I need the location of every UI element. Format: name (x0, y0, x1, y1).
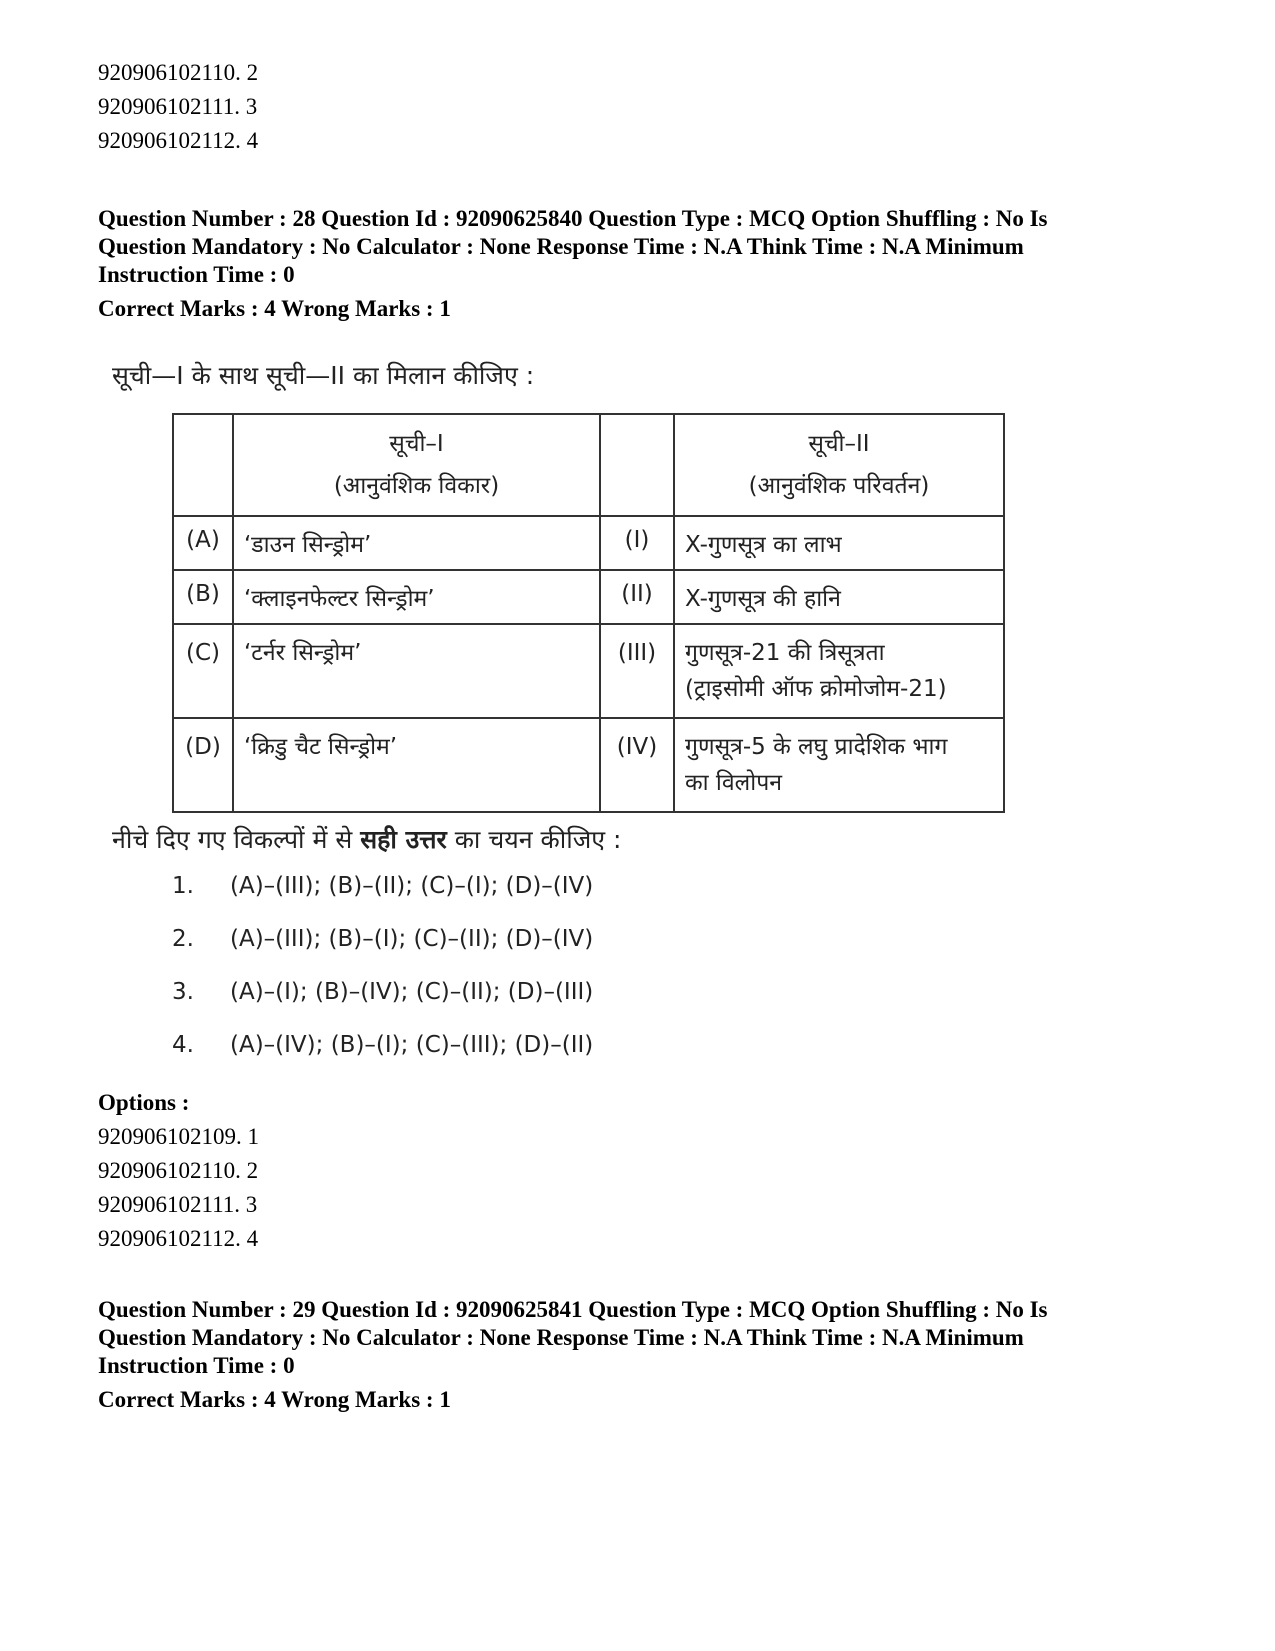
row-change-line1: X-गुणसूत्र का लाभ (685, 532, 842, 558)
choice-number: 1. (172, 873, 194, 899)
row-disorder: ‘टर्नर सिन्ड्रोम’ (233, 624, 600, 718)
q28-header (98, 205, 1188, 289)
q29-header-line3: Instruction Time : 0 (98, 1353, 295, 1378)
choice-text: (A)–(III); (B)–(I); (C)–(II); (D)–(IV) (230, 926, 594, 952)
q28-header-line1: Question Number : 28 Question Id : 92090625840 Question Type : MCQ Option Shuffling : No Is (98, 206, 1048, 231)
choice-2 (172, 926, 593, 952)
header-blank-2 (600, 414, 674, 516)
option-4: 920906102112. 4 (98, 1226, 259, 1251)
prev-option-4: 920906102112. 4 (98, 128, 259, 153)
row-change-line2: का विलोपन (685, 770, 783, 796)
row-change-line1: गुणसूत्र-21 की त्रिसूत्रता (685, 640, 885, 666)
q28-marks: Correct Marks : 4 Wrong Marks : 1 (98, 296, 451, 321)
choice-text: (A)–(IV); (B)–(I); (C)–(III); (D)–(II) (230, 1032, 594, 1058)
list2-subtitle: (आनुवंशिक परिवर्तन) (748, 473, 930, 499)
table-row (173, 624, 1004, 718)
choice-3 (172, 979, 593, 1005)
choice-number: 3. (172, 979, 194, 1005)
list1-header (233, 414, 600, 516)
row-numeral: (IV) (600, 718, 674, 812)
q28-instruction (112, 822, 621, 856)
row-key: (C) (173, 624, 233, 718)
row-change (674, 718, 1004, 812)
header-blank-1 (173, 414, 233, 516)
q29-marks: Correct Marks : 4 Wrong Marks : 1 (98, 1387, 451, 1412)
choice-1 (172, 873, 593, 899)
q28-header-line2: Question Mandatory : No Calculator : None Response Time : N.A Think Time : N.A Minimum (98, 234, 1024, 259)
q28-header-line3: Instruction Time : 0 (98, 262, 295, 287)
row-numeral: (II) (600, 570, 674, 624)
prev-option-3: 920906102111. 3 (98, 94, 258, 119)
list2-title: सूची–II (808, 431, 870, 457)
row-disorder: ‘डाउन सिन्ड्रोम’ (233, 516, 600, 570)
row-key: (A) (173, 516, 233, 570)
q29-header-line2: Question Mandatory : No Calculator : None Response Time : N.A Think Time : N.A Minimum (98, 1325, 1024, 1350)
list1-subtitle: (आनुवंशिक विकार) (333, 473, 500, 499)
options-label: Options : (98, 1090, 190, 1115)
table-row (173, 516, 1004, 570)
match-table (172, 413, 1005, 813)
prev-option-2: 920906102110. 2 (98, 60, 259, 85)
choice-text: (A)–(I); (B)–(IV); (C)–(II); (D)–(III) (230, 979, 594, 1005)
list1-title: सूची–I (389, 431, 444, 457)
row-numeral: (III) (600, 624, 674, 718)
row-change (674, 516, 1004, 570)
option-1: 920906102109. 1 (98, 1124, 259, 1149)
option-2: 920906102110. 2 (98, 1158, 259, 1183)
instruction-pre: नीचे दिए गए विकल्पों में से (112, 825, 361, 854)
q29-header-line1: Question Number : 29 Question Id : 92090625841 Question Type : MCQ Option Shuffling : No Is (98, 1297, 1048, 1322)
row-disorder: ‘क्लाइनफेल्टर सिन्ड्रोम’ (233, 570, 600, 624)
q29-header (98, 1296, 1188, 1380)
row-change-line1: X-गुणसूत्र की हानि (685, 586, 841, 612)
choice-text: (A)–(III); (B)–(II); (C)–(I); (D)–(IV) (230, 873, 594, 899)
row-change (674, 570, 1004, 624)
table-row (173, 718, 1004, 812)
option-3: 920906102111. 3 (98, 1192, 258, 1217)
instruction-bold: सही उत्तर (360, 825, 447, 854)
choice-number: 4. (172, 1032, 194, 1058)
table-row (173, 570, 1004, 624)
row-key: (D) (173, 718, 233, 812)
choice-4 (172, 1032, 593, 1058)
row-key: (B) (173, 570, 233, 624)
choice-number: 2. (172, 926, 194, 952)
instruction-post: का चयन कीजिए : (446, 825, 622, 854)
list2-header (674, 414, 1004, 516)
row-disorder: ‘क्रिडु चैट सिन्ड्रोम’ (233, 718, 600, 812)
row-change-line1: गुणसूत्र-5 के लघु प्रादेशिक भाग (685, 734, 948, 760)
row-numeral: (I) (600, 516, 674, 570)
row-change (674, 624, 1004, 718)
row-change-line2: (ट्राइसोमी ऑफ क्रोमोजोम-21) (685, 676, 947, 702)
q28-intro: सूची—I के साथ सूची—II का मिलान कीजिए : (112, 361, 535, 390)
match-table-header (173, 414, 1004, 516)
